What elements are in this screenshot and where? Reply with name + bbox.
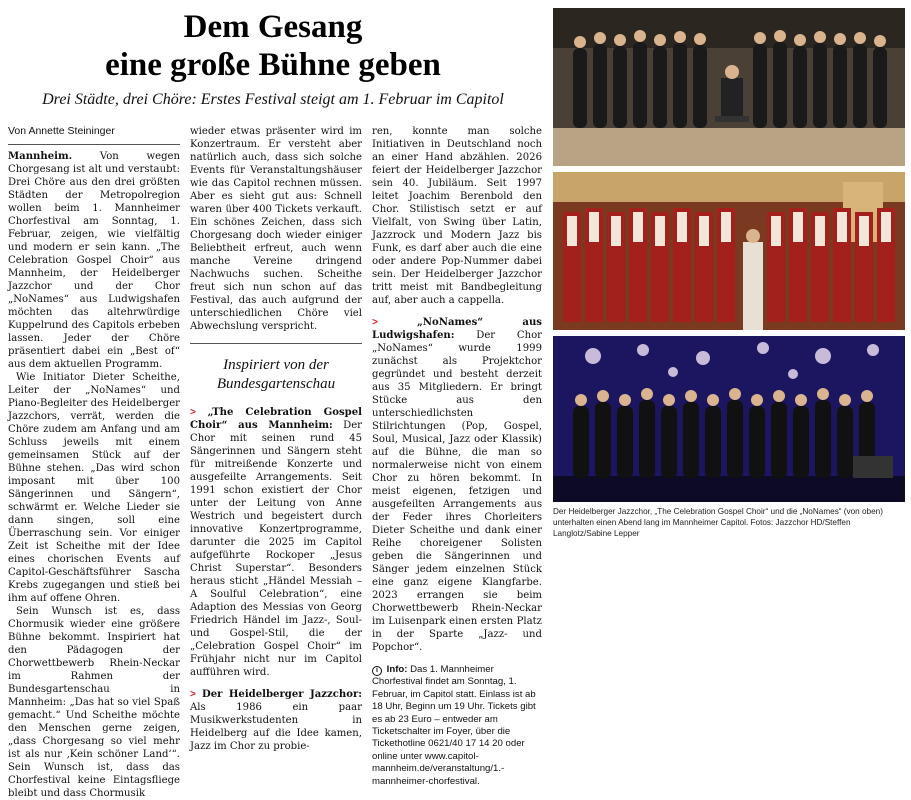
paragraph: wieder etwas präsenter wird im Konzertraum. Er versteht aber natürlich auch, dass sich solche Events für Veranstaltungshäuser wie das Capitol rechnen müssen. Aber es sieht gut aus: Schnell waren über 400 Tickets verkauft. Ein schönes Zeichen, dass sich Chorgesang doch wieder einiger Beliebtheit erfreut, auch wenn manche Vereine dringend Nachwuchs suchen. Scheithe freut sich nun schon auf das Festival, das auch aufgrund der unterschiedlichen Chöre viel Abwechslung verspricht. bbox=[190, 126, 362, 332]
headline-line-1: Dem Gesang bbox=[183, 9, 363, 45]
paragraph bbox=[190, 688, 362, 753]
info-label: Info: bbox=[386, 664, 408, 675]
photo-nonames-image bbox=[553, 336, 905, 502]
interheading: Inspiriert von der Bundesgartenschau bbox=[190, 343, 362, 394]
arrow-marker: > bbox=[190, 689, 196, 700]
article-column-3 bbox=[372, 125, 542, 788]
arrow-marker: > bbox=[190, 407, 196, 418]
photo-jazzchor bbox=[553, 8, 905, 166]
section-lead: Der Heidelberger Jazzchor: bbox=[202, 689, 363, 700]
paragraph-text: Der Chor mit seinen rund 45 Sängerinnen und Sängern steht für mitreißende Konzerte und ausgefeilte Arrangements. Seit 1991 schon existiert der Chor unter der Leitung von Anne Westrich und begeistert durch innovative Konzertprogramme, darunter die 2025 im Capitol aufgeführte Rockoper „Jesus Christ Superstar“. Besonders heraus sticht „Händel Messiah – A Soulful Celebration“, eine Adaption des Messias von Georg Friedrich Händel im Jazz-, Soul- und Gospel-Stil, die der „Celebration Gospel Choir“ im Frühjahr nicht nur im Capitol aufführen wird. bbox=[190, 420, 362, 678]
paragraph bbox=[372, 316, 542, 654]
arrow-marker: > bbox=[372, 317, 378, 328]
paragraph-text: Der Chor „NoNames“ wurde 1999 zunächst als Projektchor gegründet und besteht derzeit aus 35 Mitgliedern. Er bringt Stücke aus den unterschiedlichsten Stilrichtungen (Pop, Gospel, Soul, Musical, Jazz oder Klassik) auf die Bühne, die man so normalerweise nicht von einem Chor zu hören bekommt. In meist eigenen, fetzigen und ausgefeilten Arrangements aus der Feder ihres Chorleiters Dieter Scheithe und dank einer Reihe choreigener Solisten geben die Sängerinnen und Sänger jedem einzelnen Stück eine ganz eigene Klangfarbe. 2023 errangen sie beim Chorwettbewerb Rhein-Neckar im Luisenpark einen ersten Platz in der Sparte „Jazz- und Popchor“. bbox=[372, 330, 542, 653]
article-column-2 bbox=[190, 125, 362, 753]
photo-gospel-choir-image bbox=[553, 172, 905, 330]
headline bbox=[8, 8, 538, 84]
byline: Von Annette Steininger bbox=[8, 125, 180, 145]
info-box bbox=[372, 664, 542, 788]
paragraph: Wie Initiator Dieter Scheithe, Leiter der „NoNames“ und Piano-Begleiter des Heidelberger Jazzchors, verrät, werden die Chöre zudem am Anfang und am Schluss jeweils mit einem gemeinsamen Stück auf der Bühne stehen. „Das wird schon imposant mit über 100 Sängerinnen und Sängern“, schwärmt er. Welche Lieder sie dann singen, soll eine Überraschung sein. Vor einiger Zeit ist Scheithe mit der Idee eines chorischen Events auf Capitol-Geschäftsführer Sascha Krebs zugegangen und stieß bei ihm auf offene Ohren. bbox=[8, 372, 180, 604]
paragraph: ren, konnte man solche Initiativen in Deutschland noch an einer Hand abzählen. 2026 feiert der Heidelberger Jazzchor sein 40. Jubiläum. Seit 1997 leitet Joachim Berenbold den Chor. Stilistisch setzt er auf Vielfalt, von Swing über Latin, Jazzrock und Modern Jazz bis Funk, es darf aber auch die eine oder andere Pop-Nummer dabei sein. Der Heidelberger Jazzchor tritt meist mit Bandbegleitung auf, aber auch a cappella. bbox=[372, 126, 542, 306]
paragraph: Sein Wunsch ist es, dass Chormusik wieder eine größere Bühne bekommt. Inspiriert hat den Pädagogen der Chorwettbewerb Rhein-Neckar im Rahmen der Bundesgartenschau in Mannheim: „Das hat so viel Spaß gemacht.“ Und Scheithe möchte den Menschen gerne zeigen, „dass Chorgesang so viel mehr ist als nur ‚Kein schöner Land‘“. Sein Wunsch ist, dass das Chorfestival keine Eintagsfliege bleibt und dass Chormusik bbox=[8, 606, 180, 799]
info-text: Das 1. Mannheimer Chorfestival findet am Sonntag, 1. Februar, im Capitol statt. Einlass ist ab 18 Uhr, Beginn um 19 Uhr. Tickets gibt es ab 23 Euro – entweder am Ticketschalter im Foyer, über die Tickethotline 0621/40 17 14 20 oder online unter www.capitol-mannheim.de/veranstaltung/1.-mannheimer-chorfestival. bbox=[372, 664, 536, 787]
photo-caption: Der Heidelberger Jazzchor, „The Celebration Gospel Choir“ und die „NoNames“ (von oben) unterhalten einen Abend lang im Mannheimer Capitol. Fotos: Jazzchor HD/Steffen Langlotz/Sabine Lepper bbox=[553, 507, 883, 538]
section-lead: „The Celebration Gospel Choir“ aus Mannheim: bbox=[190, 407, 362, 431]
section-lead: „NoNames“ aus Ludwigshafen: bbox=[372, 317, 542, 341]
photo-gospel-choir bbox=[553, 172, 905, 330]
paragraph bbox=[190, 406, 362, 679]
paragraph-text: Als 1986 ein paar Musikwerkstudenten in Heidelberg auf die Idee kamen, Jazz im Chor zu probie- bbox=[190, 702, 362, 752]
subheadline: Drei Städte, drei Chöre: Erstes Festival steigt am 1. Februar im Capitol bbox=[42, 91, 504, 108]
paragraph-text: Von wegen Chorgesang ist alt und verstaubt: Drei Chöre aus den drei größten Städten der Metropolregion wollen beim 1. Mannheimer Chorfestival am Sonntag, 1. Februar, zeigen, wie vielfältig und modern er sein kann. „The Celebration Gospel Choir“ aus Mannheim, der Heidelberger Jazzchor und der Chor „NoNames“ aus Ludwigshafen möchten das altehrwürdige Kuppelrund des Capitols erbeben lassen. Jeder der Chöre präsentiert dabei ein „Best of“ aus dem aktuellen Programm. bbox=[8, 151, 180, 370]
article-column-1 bbox=[8, 125, 180, 800]
headline-line-2: eine große Bühne geben bbox=[105, 47, 441, 83]
paragraph bbox=[8, 150, 180, 371]
dateline: Mannheim. bbox=[8, 151, 73, 162]
info-icon: i bbox=[372, 666, 382, 676]
photo-nonames bbox=[553, 336, 905, 502]
photo-jazzchor-image bbox=[553, 8, 905, 166]
